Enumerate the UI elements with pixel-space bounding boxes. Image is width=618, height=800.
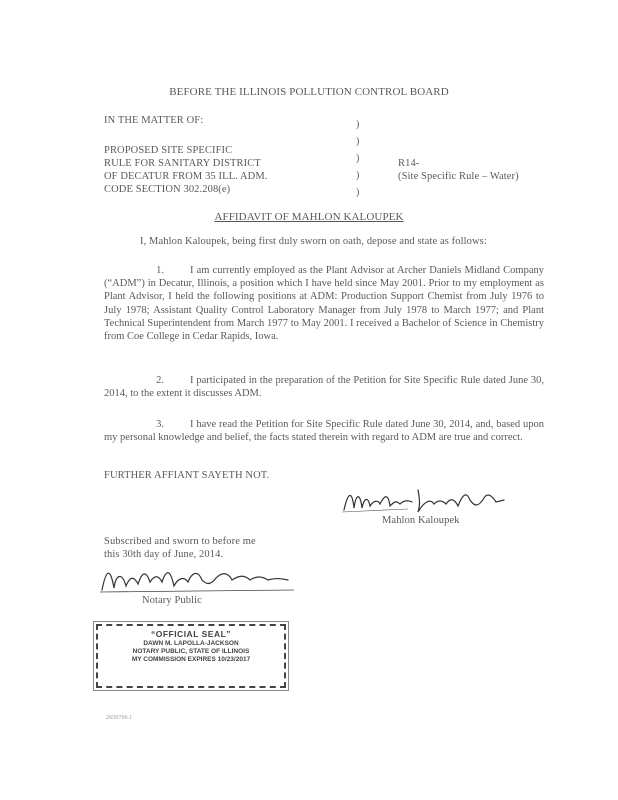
- seal-line: DAWN M. LAPOLLA-JACKSON: [143, 640, 239, 647]
- caption-line: RULE FOR SANITARY DISTRICT: [104, 158, 261, 169]
- seal-title: “OFFICIAL SEAL”: [150, 629, 232, 639]
- seal-line: MY COMMISSION EXPIRES 10/23/2017: [131, 656, 251, 663]
- document-footer-code: 2650706.1: [106, 715, 133, 721]
- paragraph-text: I am currently employed as the Plant Advisor at Archer Daniels Midland Company (“ADM”) in Decatur, Illinois, a position which I have held since May 2001. Prior to my employment as Plant Advisor, I held the following positions at ADM: Production Support Chemist from July 1976 to July 1978; Assistant Quality Control Laboratory Manager from July 1978 to March 1977; and Plant Technical Superintendent from March 1977 to May 2001. I received a Bachelor of Science in Chemistry from Coe College in Cedar Rapids, Iowa.: [104, 265, 544, 343]
- affiant-name: Mahlon Kaloupek: [382, 515, 460, 526]
- further-affiant-line: FURTHER AFFIANT SAYETH NOT.: [104, 470, 270, 481]
- caption-line: PROPOSED SITE SPECIFIC: [104, 145, 233, 156]
- caption-brace: ): [356, 136, 360, 147]
- notary-signature-icon: [98, 560, 298, 596]
- affiant-signature-icon: [338, 482, 508, 518]
- seal-line: NOTARY PUBLIC, STATE OF ILLINOIS: [132, 648, 250, 655]
- case-type: (Site Specific Rule – Water): [398, 171, 519, 182]
- notary-seal: [96, 624, 286, 688]
- paragraph-text: I participated in the preparation of the Petition for Site Specific Rule dated June 30, 2014, to the extent it discusses ADM.: [104, 375, 544, 400]
- paragraph-text: I have read the Petition for Site Specific Rule dated June 30, 2014, and, based upon my personal knowledge and belief, the facts stated therein with regard to ADM are true and correct.: [104, 419, 544, 444]
- subscribed-date-line: this 30th day of June, 2014.: [104, 549, 224, 560]
- paragraph-number: 3.: [156, 419, 164, 430]
- paragraph-number: 1.: [156, 265, 164, 276]
- paragraph-number: 2.: [156, 375, 164, 386]
- affidavit-paragraph: [104, 264, 544, 343]
- case-number: R14-: [398, 158, 420, 169]
- affidavit-paragraph: [104, 418, 544, 444]
- subscribed-line: Subscribed and sworn to before me: [104, 536, 256, 547]
- caption-line: CODE SECTION 302.208(e): [104, 184, 231, 195]
- board-heading: BEFORE THE ILLINOIS POLLUTION CONTROL BOARD: [169, 86, 449, 98]
- caption-brace: ): [356, 153, 360, 164]
- in-the-matter-label: IN THE MATTER OF:: [104, 115, 204, 126]
- affidavit-title: AFFIDAVIT OF MAHLON KALOUPEK: [214, 211, 404, 223]
- affidavit-paragraph: [104, 374, 544, 400]
- caption-brace: ): [356, 119, 360, 130]
- caption-brace: ): [356, 170, 360, 181]
- affidavit-intro: I, Mahlon Kaloupek, being first duly sworn on oath, depose and state as follows:: [140, 236, 487, 247]
- notary-public-label: Notary Public: [142, 595, 202, 606]
- caption-brace: ): [356, 187, 360, 198]
- caption-line: OF DECATUR FROM 35 ILL. ADM.: [104, 171, 268, 182]
